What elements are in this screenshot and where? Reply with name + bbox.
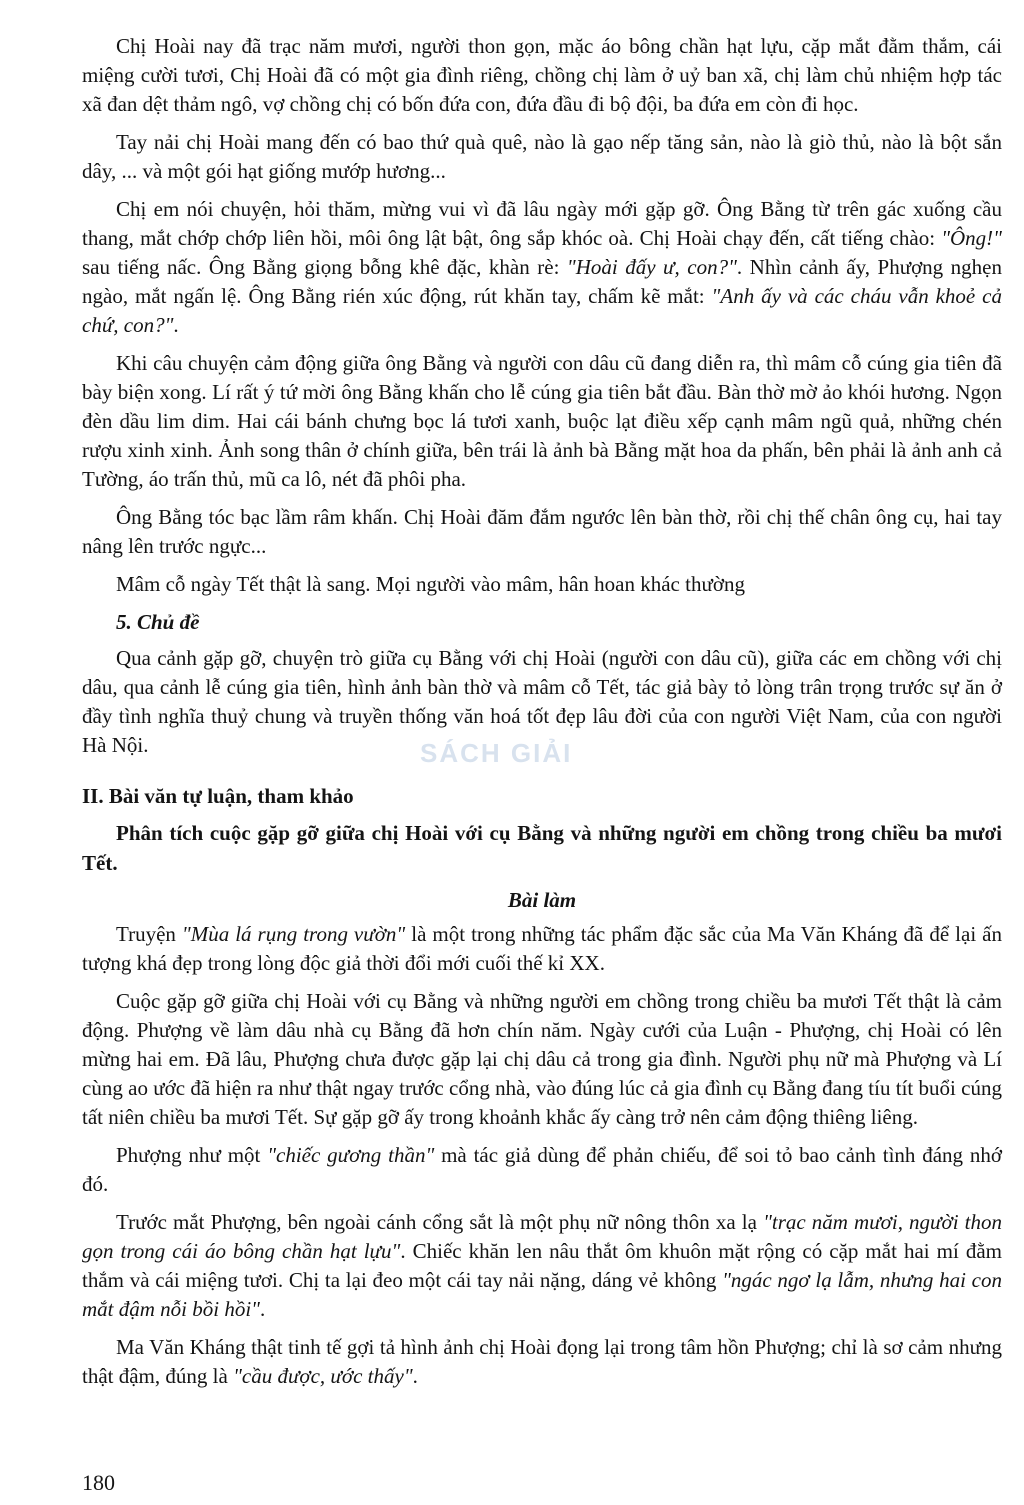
essay-paragraph-5 [82, 1333, 1002, 1391]
essay-title: Phân tích cuộc gặp gỡ giữa chị Hoài với cụ Bằng và những người em chồng trong chiều ba mươi Tết. [82, 821, 1002, 875]
paragraph-ancestor-offering: Khi câu chuyện cảm động giữa ông Bằng và người con dâu cũ đang diễn ra, thì mâm cỗ cúng gia tiên đã bày biện xong. Lí rất ý tứ mời ông Bằng khấn cho lễ cúng gia tiên bắt đầu. Bàn thờ mờ ảo khói hương. Ngọn đèn dầu lim dim. Hai cái bánh chưng bọc lá tươi xanh, buộc lạt điều xếp cạnh mâm ngũ quả, những chén rượu xinh xinh. Ảnh song thân ở chính giữa, bên trái là ảnh bà Bằng mặt hoa da phấn, bên phải là ảnh anh cả Tường, áo trấn thủ, mũ ca lô, nét đã phôi pha. [82, 351, 1002, 491]
page-number: 180 [82, 1470, 115, 1495]
quote-magic-mirror: "chiếc gương thần" [267, 1143, 435, 1167]
essay-paragraph-3 [82, 1141, 1002, 1199]
text-run: Chị em nói chuyện, hỏi thăm, mừng vui vì đã lâu ngày mới gặp gỡ. Ông Bằng từ trên gác xuống cầu thang, mắt chớp chớp liên hồi, môi ông lật bật, ông sắp khóc oà. Chị Hoài chạy đến, cất tiếng chào: [82, 197, 1002, 250]
text-run: . Chiếc khăn len nâu thắt ôm khuôn mặt rộng có cặp mắt hai mí đằm thắm và cái miệng tươi. Chị ta lại đeo một cái tay nải nặng, dáng vẻ không [82, 1239, 1002, 1292]
paragraph-prayer: Ông Bằng tóc bạc lầm râm khấn. Chị Hoài đăm đắm ngước lên bàn thờ, rồi chị thế chân ông cụ, hai tay nâng lên trước ngực... [82, 505, 1002, 558]
text-run: là một trong những tác phẩm đặc sắc của Ma Văn Kháng đã để lại ấn tượng khá đẹp trong lòng độc giả thời đổi mới cuối thế kỉ XX. [82, 922, 1002, 975]
text-run: Truyện [116, 922, 182, 946]
text-run: . [260, 1297, 266, 1321]
quote-story-title: "Mùa lá rụng trong vườn" [181, 922, 406, 946]
document-page [82, 32, 1002, 1400]
text-run: sau tiếng nấc. Ông Bằng giọng bỗng khê đặc, khàn rè: [82, 255, 567, 279]
paragraph-hoai-description: Chị Hoài nay đã trạc năm mươi, người thon gọn, mặc áo bông chần hạt lựu, cặp mắt đằm thắm, cái miệng cười tươi, Chị Hoài đã có một gia đình riêng, chồng chị làm ở uỷ ban xã, chị làm chủ nhiệm hợp tác xã đan dệt thảm ngô, vợ chồng chị có bốn đứa con, đứa đầu đi bộ đội, ba đứa em còn đi học. [82, 34, 1002, 116]
text-run: mà tác giả dùng để phản chiếu, để soi tỏ bao cảnh tình đáng nhớ đó. [82, 1143, 1002, 1196]
text-run: . [173, 313, 179, 337]
watermark: SÁCH GIẢI [420, 738, 573, 768]
text-run: Ma Văn Kháng thật tinh tế gợi tả hình ảnh chị Hoài đọng lại trong tâm hồn Phượng; chỉ là sơ cảm nhưng thật đậm, đúng là [82, 1335, 1002, 1388]
part-2-heading: II. Bài văn tự luận, tham khảo [82, 784, 354, 808]
text-run: Trước mắt Phượng, bên ngoài cánh cổng sắt là một phụ nữ nông thôn xa lạ [116, 1210, 764, 1234]
quote-ong: "Ông!" [941, 226, 1002, 250]
text-run: . Nhìn cảnh ấy, Phượng nghẹn ngào, mắt ngấn lệ. Ông Bằng rién xúc động, rút khăn tay, chấm kẽ mắt: [82, 255, 1003, 308]
bai-lam-heading: Bài làm [507, 888, 577, 912]
section-5-heading: 5. Chủ đề [116, 610, 200, 634]
quote-eyes: "ngác ngơ lạ lẫm, nhưng hai con mắt đậm nỗi bồi hồi" [82, 1268, 1002, 1321]
essay-paragraph-2: Cuộc gặp gỡ giữa chị Hoài với cụ Bằng và những người em chồng trong chiều ba mươi Tết thật là cảm động. Phượng về làm dâu nhà cụ Bằng đã hơn chín năm. Ngày cưới của Luận - Phượng, chị Hoài có lên mừng hai em. Đã lâu, Phượng chưa được gặp lại chị dâu cả trong gia đình. Người phụ nữ mà Phượng và Lí cùng ao ước đã hiện ra như thật ngay trước cổng nhà, vào đúng lúc cả gia đình cụ Bằng đang tíu tít buổi cúng tất niên chiều ba mươi Tết. Sự gặp gỡ ấy trong khoảnh khắc ấy càng trở nên cảm động thiêng liêng. [82, 989, 1002, 1129]
quote-hoai-day-u: "Hoài đấy ư, con?" [566, 255, 737, 279]
essay-paragraph-4 [82, 1208, 1002, 1324]
paragraph-tet-feast: Mâm cỗ ngày Tết thật là sang. Mọi người vào mâm, hân hoan khác thường [116, 572, 745, 596]
text-run: Phượng như một [116, 1143, 268, 1167]
paragraph-meeting [82, 195, 1002, 340]
quote-woman-description: "trạc năm mươi, người thon gọn trong cái áo bông chần hạt lựu" [82, 1210, 1002, 1263]
paragraph-gifts: Tay nải chị Hoài mang đến có bao thứ quà quê, nào là gạo nếp tăng sản, nào là giò thủ, nào là bột sắn dây, ... và một gói hạt giống mướp hương... [82, 130, 1002, 183]
section-5-text: Qua cảnh gặp gỡ, chuyện trò giữa cụ Bằng với chị Hoài (người con dâu cũ), giữa các em chồng với chị dâu, qua cảnh lễ cúng gia tiên, hình ảnh bàn thờ và mâm cỗ Tết, tác giả bày tỏ lòng trân trọng trước sự ăn ở đầy tình nghĩa thuỷ chung và truyền thống văn hoá tốt đẹp lâu đời của con người Việt Nam, của con người Hà Nội. [82, 646, 1002, 757]
quote-anh-ay: "Anh ấy và các cháu vẫn khoẻ cả chứ, con?" [82, 284, 1002, 337]
quote-wish: "cầu được, ước thấy" [233, 1364, 413, 1388]
text-run: . [412, 1364, 418, 1388]
essay-paragraph-1 [82, 920, 1002, 978]
